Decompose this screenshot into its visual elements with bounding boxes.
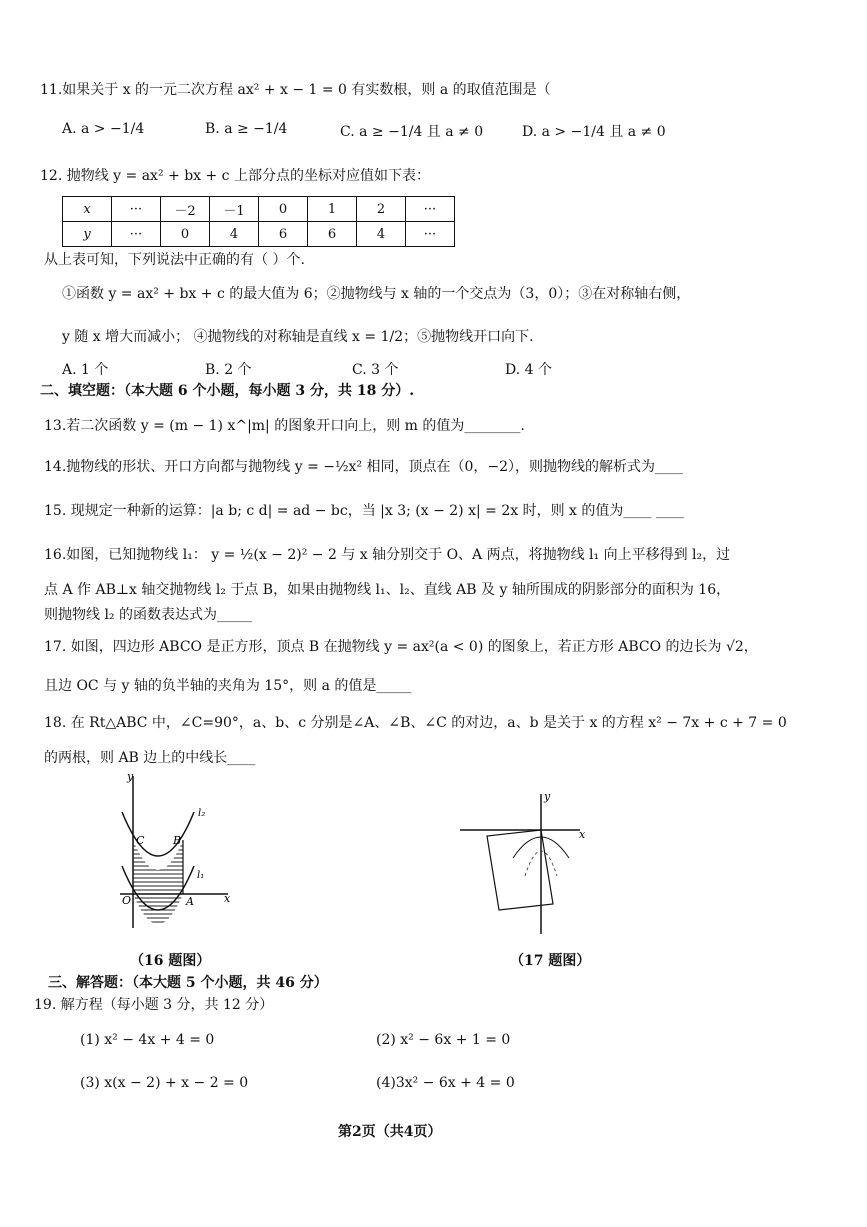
q11-stem: 11.如果关于 x 的一元二次方程 ax² + x − 1 = 0 有实数根，则 a 的取值范围是（: [40, 82, 551, 98]
table-cell: －1: [210, 197, 259, 222]
figure-16-caption: （16 题图）: [130, 953, 211, 969]
q11-option-a: A. a > −1/4: [62, 121, 145, 137]
label-x: x: [579, 828, 586, 841]
figure-16: [100, 768, 250, 938]
table-cell: 4: [357, 222, 406, 247]
page-footer: 第2页（共4页）: [338, 1124, 442, 1140]
table-cell: 4: [210, 222, 259, 247]
table-cell: 0: [161, 222, 210, 247]
table-cell: ···: [112, 222, 161, 247]
table-cell: ···: [406, 197, 455, 222]
q18-line-2: 的两根，则 AB 边上的中线长____: [44, 750, 256, 766]
table-cell: 1: [308, 197, 357, 222]
label-l1: l₁: [197, 870, 205, 881]
label-l2: l₂: [198, 808, 206, 819]
section-2-heading: 二、填空题：（本大题 6 个小题，每小题 3 分，共 18 分）.: [40, 383, 415, 399]
q16-line-1: 16.如图，已知抛物线 l₁： y = ½(x − 2)² − 2 与 x 轴分别交于 O、A 两点，将抛物线 l₁ 向上平移得到 l₂，过: [44, 547, 731, 563]
table-cell: 2: [357, 197, 406, 222]
q12-option-a: A. 1 个: [62, 362, 109, 378]
q19-item-4: (4)3x² − 6x + 4 = 0: [376, 1075, 515, 1091]
q11-option-d: D. a > −1/4 且 a ≠ 0: [522, 124, 666, 140]
section-3-heading: 三、解答题：（本大题 5 个小题，共 46 分）: [48, 975, 328, 991]
q12-stem: 12. 抛物线 y = ax² + bx + c 上部分点的坐标对应值如下表：: [40, 168, 430, 184]
figure-17: [455, 786, 595, 936]
q12-option-d: D. 4 个: [505, 362, 552, 378]
label-c: C: [136, 834, 145, 847]
q19-item-2: (2) x² − 6x + 1 = 0: [376, 1032, 511, 1048]
q12-option-c: C. 3 个: [352, 362, 399, 378]
q17-line-1: 17. 如图，四边形 ABCO 是正方形，顶点 B 在抛物线 y = ax²(a < 0) 的图象上，若正方形 ABCO 的边长为 √2，: [44, 639, 758, 655]
q17-line-2: 且边 OC 与 y 轴的负半轴的夹角为 15°，则 a 的值是_____: [44, 678, 412, 694]
table-cell: ···: [112, 197, 161, 222]
figure-17-caption: （17 题图）: [510, 953, 591, 969]
label-o: O: [122, 894, 132, 907]
q19-stem: 19. 解方程（每小题 3 分，共 12 分）: [34, 997, 274, 1013]
q12-statements-1: ①函数 y = ax² + bx + c 的最大值为 6；②抛物线与 x 轴的一个交点为（3，0）；③在对称轴右侧，: [62, 286, 691, 302]
label-y: y: [127, 770, 134, 783]
table-row: [63, 222, 455, 247]
q12-option-b: B. 2 个: [205, 362, 252, 378]
q12-statements-2: y 随 x 增大而减小； ④抛物线的对称轴是直线 x = 1/2；⑤抛物线开口向下.: [62, 329, 534, 345]
q13-text: 13.若二次函数 y = (m − 1) x^|m| 的图象开口向上，则 m 的值为________.: [44, 418, 525, 434]
q19-item-3: (3) x(x − 2) + x − 2 = 0: [80, 1075, 249, 1091]
q11-option-c: C. a ≥ −1/4 且 a ≠ 0: [340, 124, 484, 140]
label-a: A: [186, 895, 194, 908]
q18-line-1: 18. 在 Rt△ABC 中，∠C=90°，a、b、c 分别是∠A、∠B、∠C 的对边，a、b 是关于 x 的方程 x² − 7x + c + 7 = 0: [44, 715, 787, 731]
table-cell: 6: [308, 222, 357, 247]
table-cell: ···: [406, 222, 455, 247]
q16-line-3: 则抛物线 l₂ 的函数表达式为_____: [44, 607, 252, 623]
q12-after-text: 从上表可知，下列说法中正确的有（ ）个.: [44, 252, 305, 268]
q11-option-b: B. a ≥ −1/4: [205, 121, 288, 137]
table-cell: 0: [259, 197, 308, 222]
table-cell: x: [63, 197, 112, 222]
q19-item-1: (1) x² − 4x + 4 = 0: [80, 1032, 215, 1048]
label-b: B: [173, 834, 182, 847]
table-cell: y: [63, 222, 112, 247]
table-cell: 6: [259, 222, 308, 247]
label-y: y: [544, 790, 551, 803]
square-abco: [487, 830, 553, 910]
label-x: x: [224, 892, 231, 905]
q15-text: 15. 现规定一种新的运算：|a b; c d| = ad − bc，当 |x 3; (x − 2) x| = 2x 时，则 x 的值为____ ____: [44, 503, 684, 519]
q12-value-table: [62, 196, 455, 247]
q14-text: 14.抛物线的形状、开口方向都与抛物线 y = −½x² 相同，顶点在（0，−2），则抛物线的解析式为____: [44, 459, 684, 475]
table-cell: －2: [161, 197, 210, 222]
table-row: [63, 197, 455, 222]
q16-line-2: 点 A 作 AB⊥x 轴交抛物线 l₂ 于点 B，如果由抛物线 l₁、l₂、直线 AB 及 y 轴所围成的阴影部分的面积为 16，: [44, 582, 731, 598]
